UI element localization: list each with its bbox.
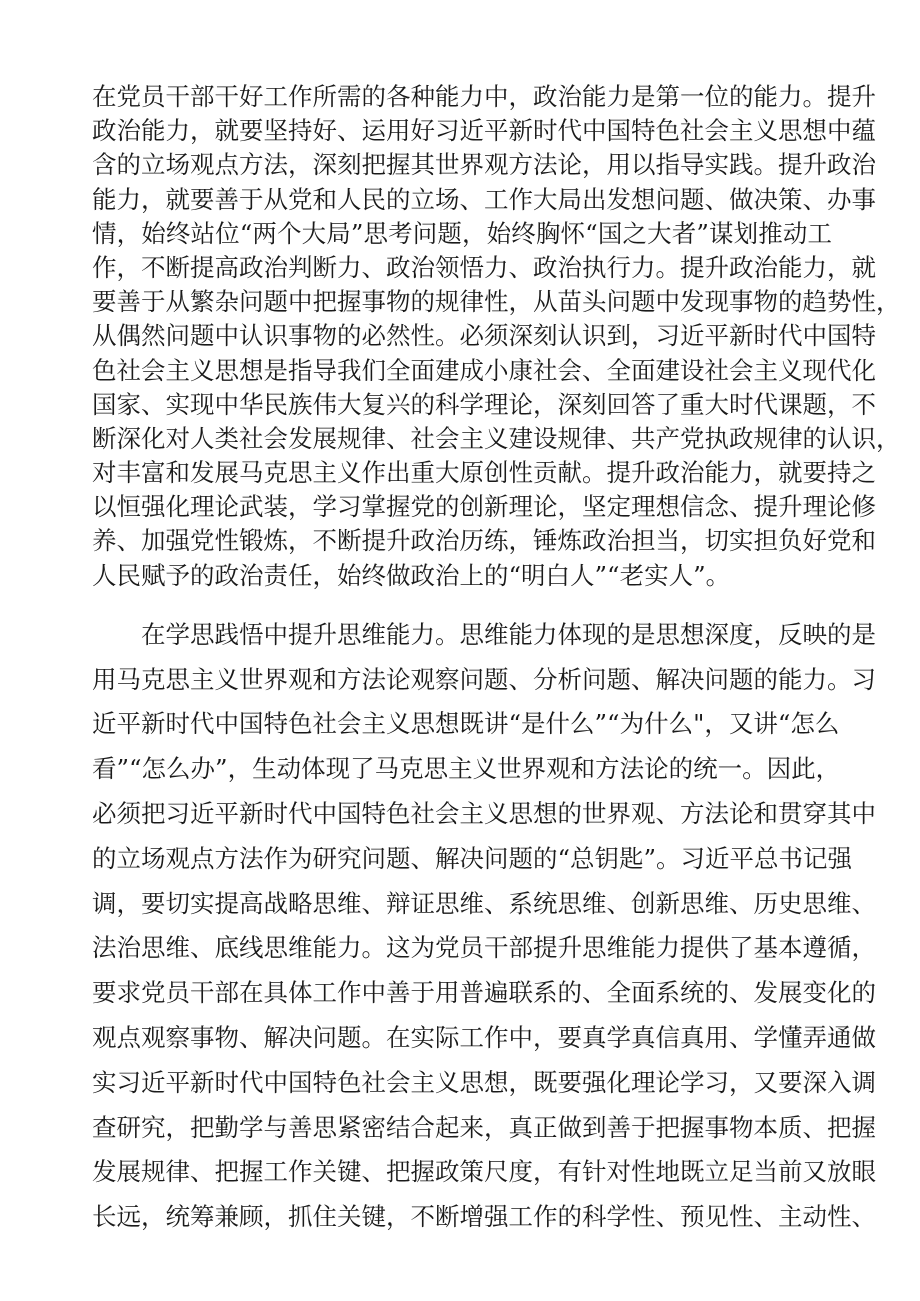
text-line: 近平新时代中国特色社会主义思想既讲“是什么”“为什么"，又讲“怎么 (92, 709, 840, 739)
text-line: 的立场观点方法作为研究问题、解决问题的“总钥匙”。习近平总书记强 (92, 843, 853, 873)
text-line: 政治能力，就要坚持好、运用好习近平新时代中国特色社会主义思想中蕴 (92, 116, 876, 146)
text-line: 要善于从繁杂问题中把握事物的规律性，从苗头问题中发现事物的趋势性， (92, 287, 901, 317)
text-line-last: 人民赋予的政治责任，始终做政治上的“明白人”“老实人”。 (92, 560, 731, 590)
text-line: 作，不断提高政治判断力、政治领悟力、政治执行力。提升政治能力，就 (92, 252, 876, 282)
text-line: 以恒强化理论武装，学习掌握党的创新理论，坚定理想信念、提升理论修 (92, 492, 876, 522)
text-line-first: 在学思践悟中提升思维能力。思维能力体现的是思想深度，反映的是 (141, 619, 876, 649)
text-line: 要求党员干部在具体工作中善于用普遍联系的、全面系统的、发展变化的 (92, 978, 876, 1008)
text-line: 观点观察事物、解决问题。在实际工作中，要真学真信真用、学懂弄通做 (92, 1022, 876, 1052)
text-line: 对丰富和发展马克思主义作出重大原创性贡献。提升政治能力，就要持之 (92, 458, 876, 488)
text-line: 法治思维、底线思维能力。这为党员干部提升思维能力提供了基本遵循， (92, 933, 876, 963)
text-line: 用马克思主义世界观和方法论观察问题、分析问题、解决问题的能力。习 (92, 664, 876, 694)
text-line: 从偶然问题中认识事物的必然性。必须深刻认识到，习近平新时代中国特 (92, 321, 876, 351)
text-line: 断深化对人类社会发展规律、社会主义建设规律、共产党执政规律的认识， (92, 423, 901, 453)
paragraph-political-ability (92, 80, 901, 593)
text-line: 在党员干部干好工作所需的各种能力中，政治能力是第一位的能力。提升 (92, 82, 876, 111)
text-line: 发展规律、把握工作关键、把握政策尺度，有针对性地既立足当前又放眼 (92, 1157, 876, 1187)
text-line: 情，始终站位“两个大局”思考问题，始终胸怀“国之大者”谋划推动工 (92, 218, 832, 248)
text-line: 调，要切实提高战略思维、辩证思维、系统思维、创新思维、历史思维、 (92, 888, 876, 918)
text-line: 实习近平新时代中国特色社会主义思想，既要强化理论学习，又要深入调 (92, 1067, 876, 1097)
text-line: 必须把习近平新时代中国特色社会主义思想的世界观、方法论和贯穿其中 (92, 799, 876, 828)
text-line: 色社会主义思想是指导我们全面建成小康社会、全面建设社会主义现代化 (92, 355, 876, 385)
text-line: 国家、实现中华民族伟大复兴的科学理论，深刻回答了重大时代课题，不 (92, 389, 876, 419)
text-line: 看”“怎么办”，生动体现了马克思主义世界观和方法论的统一。因此， (92, 754, 841, 784)
paragraph-thinking-ability (92, 613, 876, 1240)
text-line: 能力，就要善于从党和人民的立场、工作大局出发想问题、做决策、办事 (92, 184, 876, 214)
document-page (92, 80, 901, 1240)
text-line: 含的立场观点方法，深刻把握其世界观方法论，用以指导实践。提升政治 (92, 150, 876, 180)
text-line: 养、加强党性锻炼，不断提升政治历练，锤炼政治担当，切实担负好党和 (92, 526, 876, 556)
text-line: 长远，统筹兼顾，抓住关键，不断增强工作的科学性、预见性、主动性、 (92, 1202, 876, 1232)
text-line: 查研究，把勤学与善思紧密结合起来，真正做到善于把握事物本质、把握 (92, 1112, 876, 1142)
